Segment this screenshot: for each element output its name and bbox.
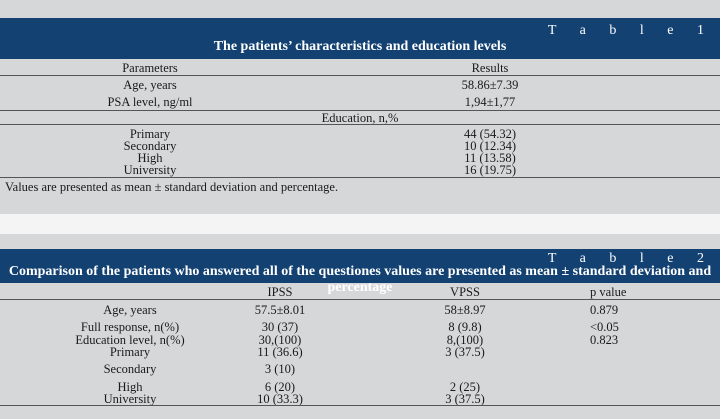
table2-row-param: Full response, n(%) xyxy=(80,320,180,334)
table2-row-ipss: 57.5±8.01 xyxy=(254,303,306,317)
table2-row-ipss: 10 (33.3) xyxy=(257,392,303,406)
table2-title: Comparison of the patients who answered all of the questiones values are presented as mean ± standard deviation and percentage xyxy=(8,264,712,295)
table2-row-param: Secondary xyxy=(103,362,157,376)
table1-title: The patients’ characteristics and education levels xyxy=(213,39,507,54)
table1-row-value: 58.86±7.39 xyxy=(461,78,519,92)
table-separator xyxy=(0,214,720,234)
table1-header-rule xyxy=(0,75,720,76)
table1-bottom-rule xyxy=(0,177,720,178)
table1-header xyxy=(0,18,720,59)
table2-row-ipss: 3 (10) xyxy=(264,362,296,376)
table1-row-value: 1,94±1,77 xyxy=(464,95,516,109)
table2-col-pvalue: p value xyxy=(590,285,627,299)
table1-edu-value: 10 (12.34) xyxy=(463,139,517,153)
table1-education-header: Education, n,% xyxy=(321,111,399,125)
table2-row-vpss: 58±8.97 xyxy=(444,303,486,317)
table2-row-vpss: 8,(100) xyxy=(446,333,484,347)
table1-note: Values are presented as mean ± standard deviation and percentage. xyxy=(5,180,339,194)
table1-row-param: PSA level, ng/ml xyxy=(107,95,193,109)
table2-row-ipss: 30 (37) xyxy=(261,320,299,334)
table2-row-p: 0.823 xyxy=(590,333,619,347)
table1-col-results: Results xyxy=(471,61,509,75)
table2-row-vpss: 2 (25) xyxy=(449,380,481,394)
table2-row-param: High xyxy=(117,380,143,394)
table2-col-ipss: IPSS xyxy=(267,285,293,299)
table1-col-parameters: Parameters xyxy=(122,61,178,75)
table2-row-param: Education level, n(%) xyxy=(75,333,185,347)
table1-edu-param: Primary xyxy=(129,127,171,141)
table1-rule xyxy=(0,124,720,125)
table2-row-param: Age, years xyxy=(103,303,157,317)
table2-row-p: <0.05 xyxy=(590,320,619,334)
table2-row-vpss: 3 (37.5) xyxy=(445,392,485,406)
table2-row-vpss: 3 (37.5) xyxy=(445,345,485,359)
table2-row-p: 0.879 xyxy=(590,303,619,317)
table2-row-ipss: 11 (36.6) xyxy=(257,345,303,359)
table2-row-param: University xyxy=(103,392,157,406)
table1-edu-value: 44 (54.32) xyxy=(463,127,517,141)
table2-header-rule xyxy=(0,299,720,300)
table1-edu-value: 16 (19.75) xyxy=(463,163,517,177)
table2-label: T a b l e 2 xyxy=(547,251,714,266)
table2-bottom-rule xyxy=(0,405,720,406)
table2-row-vpss: 8 (9.8) xyxy=(448,320,482,334)
table2-col-vpss: VPSS xyxy=(450,285,480,299)
table2-row-ipss: 6 (20) xyxy=(264,380,296,394)
table1-label: T a b l e 1 xyxy=(547,23,714,38)
table1-edu-param: University xyxy=(123,163,177,177)
table1-row-param: Age, years xyxy=(123,78,177,92)
table1-edu-param: Secondary xyxy=(123,139,177,153)
table1-edu-value: 11 (13.58) xyxy=(464,151,516,165)
table1-edu-param: High xyxy=(137,151,163,165)
table2-row-ipss: 30,(100) xyxy=(258,333,302,347)
table2-row-param: Primary xyxy=(109,345,151,359)
